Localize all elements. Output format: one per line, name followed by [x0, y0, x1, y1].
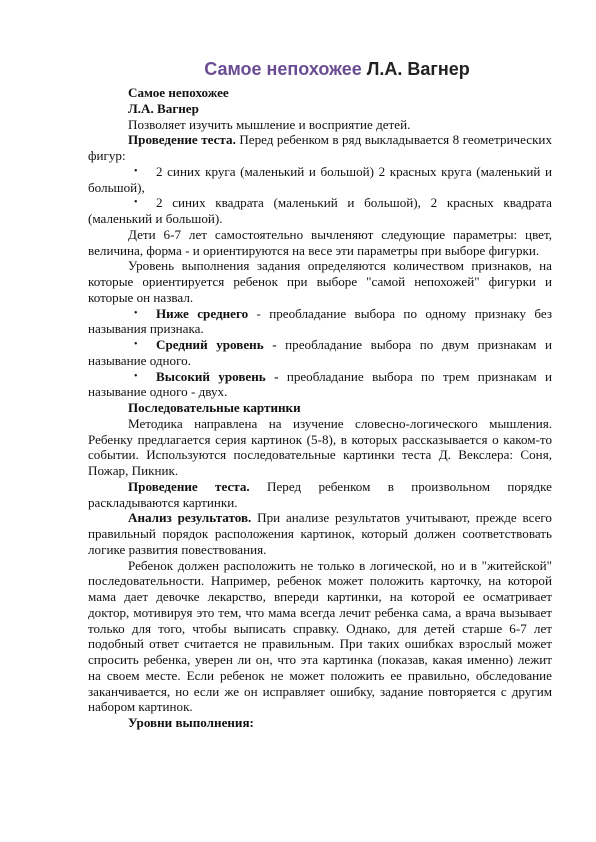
params-paragraph: Дети 6-7 лет самостоятельно вычленяют следующие параметры: цвет, величина, форма - и ориентируются на весе эти параметры при выборе фигурки. — [88, 226, 552, 258]
analysis-paragraph — [88, 510, 552, 557]
test1-paragraph — [88, 132, 552, 164]
test2-label: Проведение теста. — [128, 478, 250, 494]
level-paragraph: Уровень выполнения задания определяются количеством признаков, на которые ориентируется ребенок при выборе "самой непохожей" фигурки и которые он назвал. — [88, 258, 552, 305]
intro-paragraph: Позволяет изучить мышление и восприятие детей. — [128, 116, 411, 132]
heading-author: Л.А. Вагнер — [128, 100, 199, 116]
list-item: • Средний уровень - преобладание выбора по двум признакам и называние одного. — [88, 337, 552, 368]
bullet-icon: • — [134, 339, 138, 350]
title-author: Л.А. Вагнер — [366, 59, 470, 79]
method-paragraph: Методика направлена на изучение словесно-логического мышления. Ребенку предлагается серия картинок (5-8), в которых рассказывается о каком-то событии. Используются последовательные картинки теста Д. Векслера: Соня, Пожар, Пикник. — [88, 415, 552, 478]
heading-name: Самое непохожее — [128, 85, 229, 100]
document-page — [88, 58, 552, 731]
list-item: • 2 синих квадрата (маленький и большой), 2 красных квадрата (маленький и большой). — [88, 195, 552, 226]
bullet-icon: • — [134, 370, 138, 382]
list-item: • Ниже среднего - преобладание выбора по одному признаку без называния признака. — [88, 305, 552, 337]
bullet-icon: • — [134, 197, 138, 209]
test2-paragraph — [88, 479, 552, 511]
section2-title: Последовательные картинки — [128, 400, 301, 415]
test1-text: Перед ребенком в ряд выкладывается 8 геометрических фигур: — [88, 132, 552, 163]
page-title — [88, 58, 552, 80]
levels-title: Уровни выполнения: — [128, 715, 254, 730]
child-paragraph: Ребенок должен расположить не только в логической, но и в "житейской" последовательности. Например, ребенок может положить карточку, на которой мама дает девочке лекарство, впереди картинки, на которой ее осматривает доктор, мотивируя это тем, что мама всегда лечит ребенка сама, а врача вызывает только для того, чтобы выписать справку. Однако, для детей старше 6-7 лет подобный ответ считается не правильным. При таких ошибках взрослый может спросить ребенка, уверен ли он, что эта картинка (показав, какая именно) лежит на своем месте. Если ребенок не может положить ее правильно, обследование заканчивается, но если же он исправляет ошибку, задание повторяется с другим набором картинок. — [88, 557, 552, 715]
list-item: • Высокий уровень - преобладание выбора по трем признакам и называние одного - двух. — [88, 368, 552, 400]
bullet-icon: • — [134, 165, 138, 177]
analysis-label: Анализ результатов. — [128, 510, 252, 526]
title-accent: Самое непохожее — [204, 59, 362, 79]
analysis-text: При анализе результатов учитывают, прежде всего правильный порядок расположения картинок, который должен соответствовать логике развития повествования. — [88, 510, 552, 557]
list-item: • 2 синих круга (маленький и большой) 2 красных круга (маленький и большой), — [88, 163, 552, 195]
test1-label: Проведение теста. — [128, 132, 236, 148]
test2-text: Перед ребенком в произвольном порядке раскладываются картинки. — [88, 478, 552, 510]
bullet-icon: • — [134, 307, 138, 319]
